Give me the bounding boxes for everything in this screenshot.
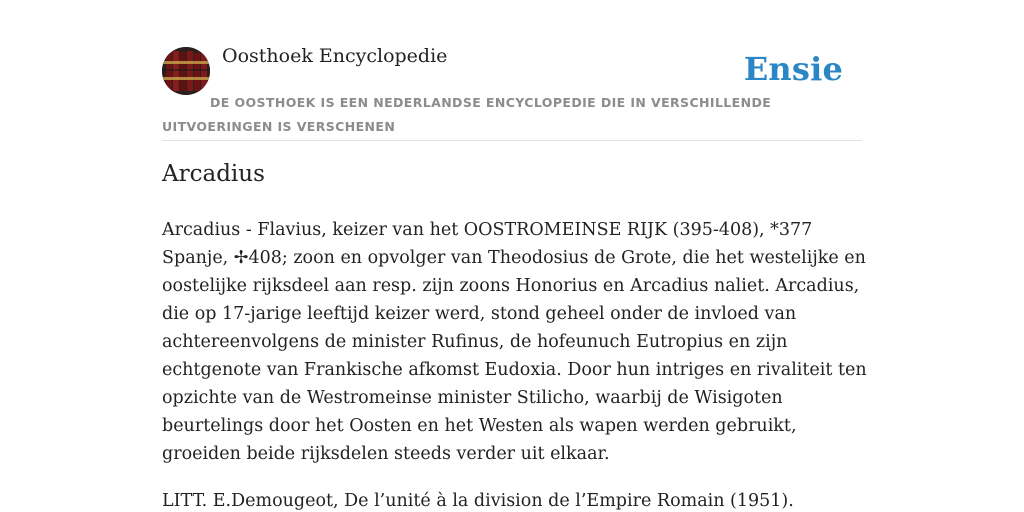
site-title-link[interactable]: Oosthoek Encyclopedie [222,45,448,67]
books-icon [162,47,210,95]
page-title: Arcadius [162,161,265,187]
article-content [162,216,867,512]
site-header [162,44,862,141]
site-tagline: DE OOSTHOEK IS EEN NEDERLANDSE ENCYCLOPEDIE DIE IN VERSCHILLENDE UITVOERINGEN IS VERSCHENEN [162,95,772,134]
article-body: Arcadius - Flavius, keizer van het OOSTROMEINSE RIJK (395-408), *377 Spanje, ✢408; zoon en opvolger van Theodosius de Grote, die het westelijke en oostelijke rijksdeel aan resp. zijn zoons Honorius en Arcadius naliet. Arcadius, die op 17-jarige leeftijd keizer werd, stond geheel onder de invloed van achtereenvolgens de minister Rufinus, de hofeunuch Eutropius en zijn echtgenote van Frankische afkomst Eudoxia. Door hun intriges en rivaliteit ten opzichte van de Westromeinse minister Stilicho, waarbij de Wisigoten beurtelings door het Oosten en het Westen als wapen werden gebruikt, groeiden beide rijksdelen steeds verder uit elkaar. [162,220,867,464]
ensie-logo-link[interactable]: Ensie [743,50,843,88]
encyclopedia-avatar-icon[interactable] [162,47,210,95]
article-literature: LITT. E.Demougeot, De l’unité à la division de l’Empire Romain (1951). [162,491,794,511]
